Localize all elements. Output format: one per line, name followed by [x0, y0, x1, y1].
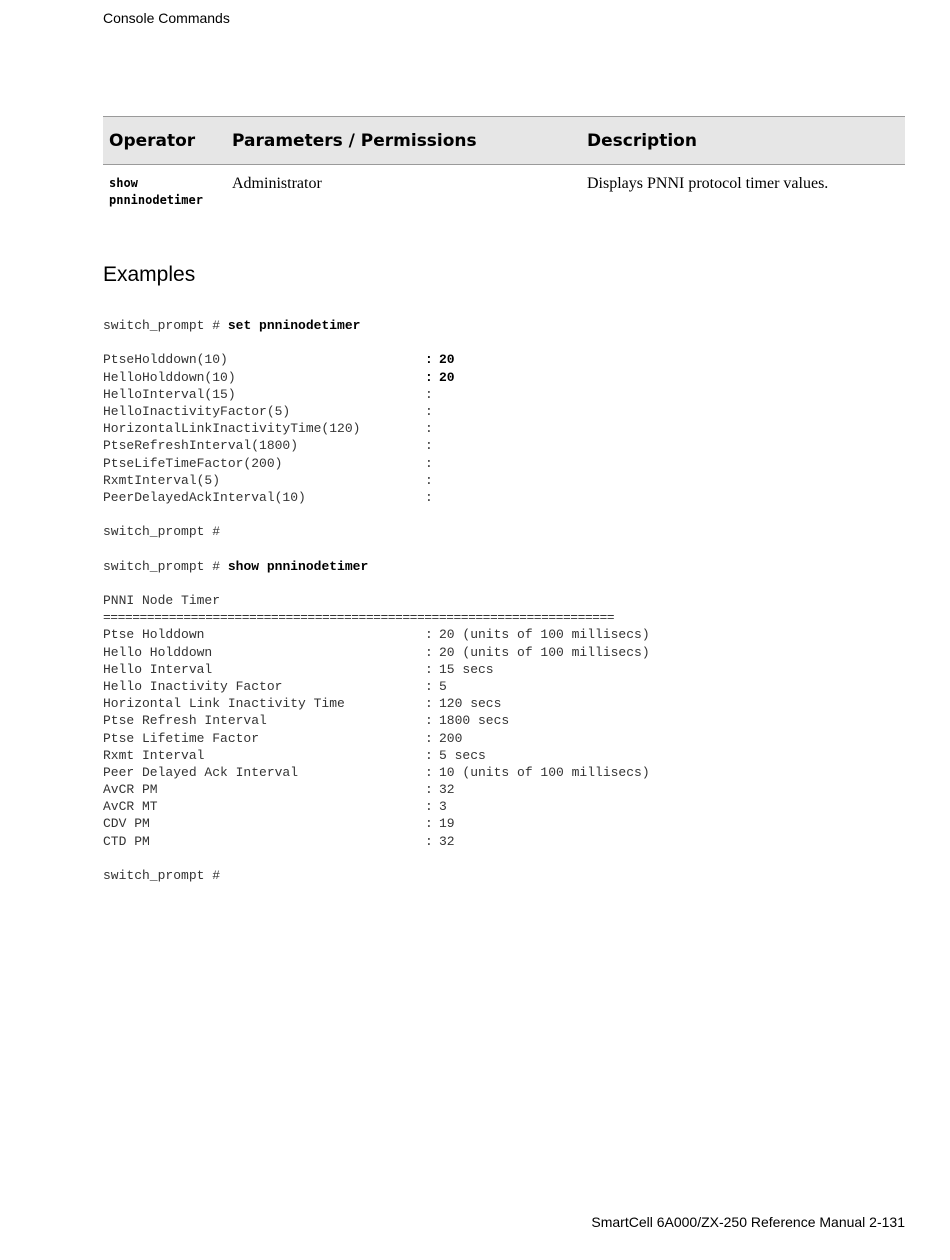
field-label: HelloHolddown(10) — [103, 369, 236, 385]
operator-line: show — [109, 176, 138, 190]
field-line — [103, 351, 903, 368]
set-field-list — [103, 351, 903, 506]
field-label: Ptse Refresh Interval — [103, 713, 267, 729]
field-line — [103, 695, 903, 712]
prompt: switch_prompt # — [103, 318, 221, 333]
column-header-operator: Operator — [109, 130, 196, 151]
field-label: HelloInactivityFactor(5) — [103, 403, 291, 419]
field-label: HelloInterval(15) — [103, 386, 236, 402]
field-colon: : — [425, 489, 433, 505]
show-field-list — [103, 626, 903, 849]
field-colon: : — [425, 403, 433, 419]
column-header-parameters: Parameters / Permissions — [232, 130, 477, 151]
field-colon: : — [425, 799, 433, 815]
separator-line: ====================================================================== — [103, 610, 615, 626]
field-line — [103, 403, 903, 420]
field-label: Ptse Lifetime Factor — [103, 730, 260, 746]
field-colon: : — [425, 816, 433, 832]
field-label: AvCR MT — [103, 799, 158, 815]
field-line — [103, 712, 903, 729]
operator-cell — [103, 165, 226, 210]
field-value: 10 (units of 100 millisecs) — [439, 764, 650, 780]
permissions-cell: Administrator — [232, 175, 322, 192]
field-colon: : — [425, 678, 433, 694]
field-label: PtseLifeTimeFactor(200) — [103, 455, 283, 471]
field-value: 5 secs — [439, 747, 486, 763]
field-colon: : — [425, 438, 433, 454]
prompt-line — [103, 317, 903, 334]
field-value: 15 secs — [439, 661, 494, 677]
field-label: RxmtInterval(5) — [103, 472, 221, 488]
field-label: Ptse Holddown — [103, 627, 205, 643]
field-value: 32 — [439, 782, 455, 798]
field-value: 200 — [439, 730, 463, 746]
field-line — [103, 437, 903, 454]
command-text: show pnninodetimer — [227, 558, 369, 574]
field-label: Horizontal Link Inactivity Time — [103, 696, 345, 712]
field-label: CDV PM — [103, 816, 150, 832]
prompt: switch_prompt # — [103, 868, 221, 883]
page-footer: SmartCell 6A000/ZX-250 Reference Manual 2-131 — [591, 1214, 905, 1230]
field-line — [103, 730, 903, 747]
field-line — [103, 833, 903, 850]
command-table — [103, 116, 905, 209]
prompt-line — [103, 523, 903, 540]
field-label: Rxmt Interval — [103, 747, 205, 763]
field-line — [103, 815, 903, 832]
field-value: 19 — [439, 816, 455, 832]
field-line — [103, 626, 903, 643]
field-line — [103, 781, 903, 798]
field-colon: : — [425, 369, 433, 385]
prompt-line — [103, 867, 903, 884]
field-colon: : — [425, 833, 433, 849]
field-label: AvCR PM — [103, 782, 158, 798]
output-title: PNNI Node Timer — [103, 593, 221, 608]
field-label: CTD PM — [103, 833, 150, 849]
field-colon: : — [425, 472, 433, 488]
field-colon: : — [425, 644, 433, 660]
field-value: 32 — [439, 833, 455, 849]
field-label: Hello Inactivity Factor — [103, 678, 283, 694]
field-colon: : — [425, 352, 433, 368]
table-row — [103, 165, 905, 210]
field-line — [103, 644, 903, 661]
field-line — [103, 798, 903, 815]
command-text: set pnninodetimer — [227, 318, 361, 333]
field-line — [103, 455, 903, 472]
field-value: 20 (units of 100 millisecs) — [439, 627, 650, 643]
prompt: switch_prompt # — [103, 558, 221, 574]
field-colon: : — [425, 455, 433, 471]
field-label: HorizontalLinkInactivityTime(120) — [103, 421, 361, 437]
field-value: 1800 secs — [439, 713, 510, 729]
field-value: 120 secs — [439, 696, 502, 712]
field-line — [103, 678, 903, 695]
field-label: PtseHolddown(10) — [103, 352, 228, 368]
field-colon: : — [425, 696, 433, 712]
field-line — [103, 489, 903, 506]
prompt-line — [103, 558, 903, 575]
field-line — [103, 472, 903, 489]
field-value: 20 — [439, 352, 455, 368]
field-colon: : — [425, 713, 433, 729]
field-value: 5 — [439, 678, 447, 694]
field-label: PtseRefreshInterval(1800) — [103, 438, 299, 454]
field-line — [103, 747, 903, 764]
field-colon: : — [425, 782, 433, 798]
field-line — [103, 661, 903, 678]
field-line — [103, 386, 903, 403]
field-colon: : — [425, 421, 433, 437]
field-colon: : — [425, 730, 433, 746]
field-line — [103, 369, 903, 386]
field-value: 3 — [439, 799, 447, 815]
page-header-title: Console Commands — [103, 10, 230, 26]
operator-line: pnninodetimer — [109, 193, 203, 207]
description-cell: Displays PNNI protocol timer values. — [587, 175, 829, 192]
field-label: Peer Delayed Ack Interval — [103, 764, 299, 780]
field-label: Hello Interval — [103, 661, 213, 677]
field-line — [103, 420, 903, 437]
console-example — [103, 317, 903, 884]
field-value: 20 (units of 100 millisecs) — [439, 644, 650, 660]
field-colon: : — [425, 627, 433, 643]
prompt: switch_prompt # — [103, 524, 221, 540]
field-colon: : — [425, 764, 433, 780]
examples-heading: Examples — [103, 263, 196, 286]
field-label: Hello Holddown — [103, 644, 213, 660]
field-colon: : — [425, 661, 433, 677]
field-label: PeerDelayedAckInterval(10) — [103, 489, 306, 505]
field-colon: : — [425, 386, 433, 402]
field-colon: : — [425, 747, 433, 763]
column-header-description: Description — [587, 130, 697, 151]
field-line — [103, 764, 903, 781]
field-value: 20 — [439, 369, 455, 385]
table-header-row — [103, 117, 905, 165]
